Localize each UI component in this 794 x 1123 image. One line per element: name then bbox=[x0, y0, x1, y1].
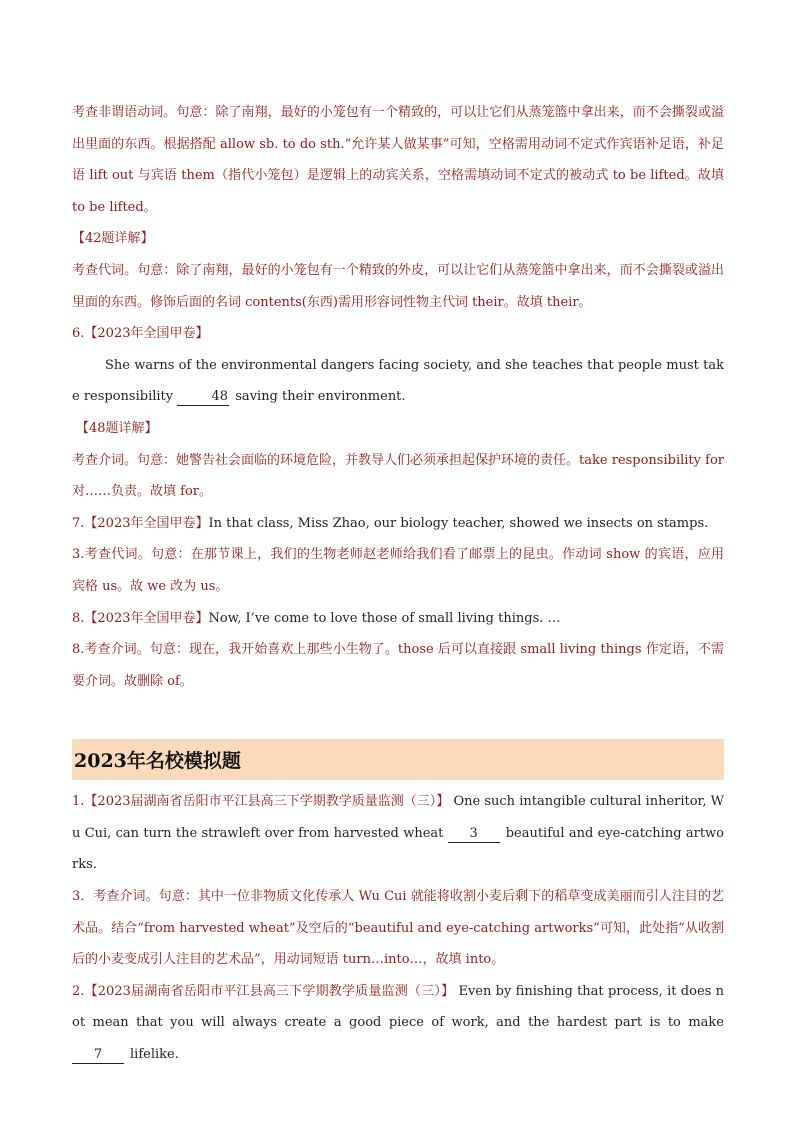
mock-question-2-label: 2.【2023届湖南省岳阳市平江县高三下学期教学质量监测（三）】 bbox=[72, 983, 455, 999]
answer-paragraph-pronoun-their: 考查代词。句意：除了南翔，最好的小笼包有一个精致的外皮，可以让它们从蒸笼篮中拿出来，而不会撕裂或溢出里面的东西。修饰后面的名词 contents(东西)需用形容词性物主代词 their。故填 their。 bbox=[72, 262, 724, 310]
answer-paragraph-nonfinite-verb: 考查非谓语动词。句意：除了南翔，最好的小笼包有一个精致的，可以让它们从蒸笼篮中拿出来，而不会撕裂或溢出里面的东西。根据搭配 allow sb. to do sth.“允许某人做某事”可知，空格需用动词不定式作宾语补足语，补足语 lift out 与宾语 them（指代小笼包）是逻辑上的动宾关系，空格需填动词不定式的被动式 to be lifted。故填 to be lifted。 bbox=[72, 105, 724, 215]
question-6-text bbox=[72, 350, 724, 413]
mock-question-1-text-b: beautiful and eye-catching artworks. bbox=[72, 825, 724, 873]
answer-paragraph-pronoun-us: 3.考查代词。句意：在那节课上，我们的生物老师赵老师给我们看了邮票上的昆虫。作动词 show 的宾语，应用宾格 us。故 we 改为 us。 bbox=[72, 547, 724, 594]
mock-answer-1: 3．考查介词。句意：其中一位非物质文化传承人 Wu Cui 就能将收割小麦后剩下的稻草变成美丽而引人注目的艺术品。结合“from harvested wheat”及空后的“beautiful and eye-catching artworks”可知，此处指“从收割后的小麦变成引人注目的艺术品”，用动词短语 turn…into…，故填 into。 bbox=[72, 889, 724, 968]
section-title: 2023年名校模拟题 bbox=[74, 750, 241, 773]
question-8-label: 8.【2023年全国甲卷】 bbox=[72, 610, 209, 626]
question-6-blank: 48 bbox=[177, 389, 229, 406]
question-7-text: In that class, Miss Zhao, our biology teacher, showed we insects on stamps. bbox=[208, 515, 709, 531]
question-7 bbox=[72, 508, 724, 540]
mock-question-2 bbox=[72, 976, 724, 1071]
heading-question-48: 【48题详解】 bbox=[76, 420, 158, 436]
question-7-label: 7.【2023年全国甲卷】 bbox=[72, 515, 209, 531]
question-8 bbox=[72, 603, 724, 635]
mock-question-1-label: 1.【2023届湖南省岳阳市平江县高三下学期教学质量监测（三）】 bbox=[72, 794, 450, 810]
mock-question-1-text-a: One such intangible cultural inheritor, Wu Cui, can turn the strawleft over from harvested wheat bbox=[72, 794, 724, 841]
document-content bbox=[72, 97, 724, 1071]
mock-question-1-blank: 3 bbox=[448, 826, 500, 843]
answer-paragraph-preposition-for: 考查介词。句意：她警告社会面临的环境危险，并教导人们必须承担起保护环境的责任。take responsibility for 对……负责。故填 for。 bbox=[72, 452, 724, 500]
heading-question-42: 【42题详解】 bbox=[72, 231, 154, 247]
question-6-text-b: saving their environment. bbox=[235, 389, 406, 405]
mock-question-1 bbox=[72, 786, 724, 881]
question-6-label: 6.【2023年全国甲卷】 bbox=[72, 326, 209, 342]
mock-question-2-blank: 7 bbox=[72, 1047, 124, 1064]
question-8-text: Now, I’ve come to love those of small living things. … bbox=[208, 610, 561, 626]
section-header bbox=[72, 739, 724, 780]
question-6-text-a: She warns of the environmental dangers facing society, and she teaches that people must take responsibility bbox=[72, 357, 724, 405]
mock-question-2-text-b: lifelike. bbox=[130, 1047, 179, 1063]
mock-question-2-text-a: Even by finishing that process, it does not mean that you will always create a good piece of work, and the hardest part is to make bbox=[72, 983, 724, 1031]
answer-paragraph-delete-of: 8.考查介词。句意：现在，我开始喜欢上那些小生物了。those 后可以直接跟 small living things 作定语，不需要介词。故删除 of。 bbox=[72, 642, 724, 689]
